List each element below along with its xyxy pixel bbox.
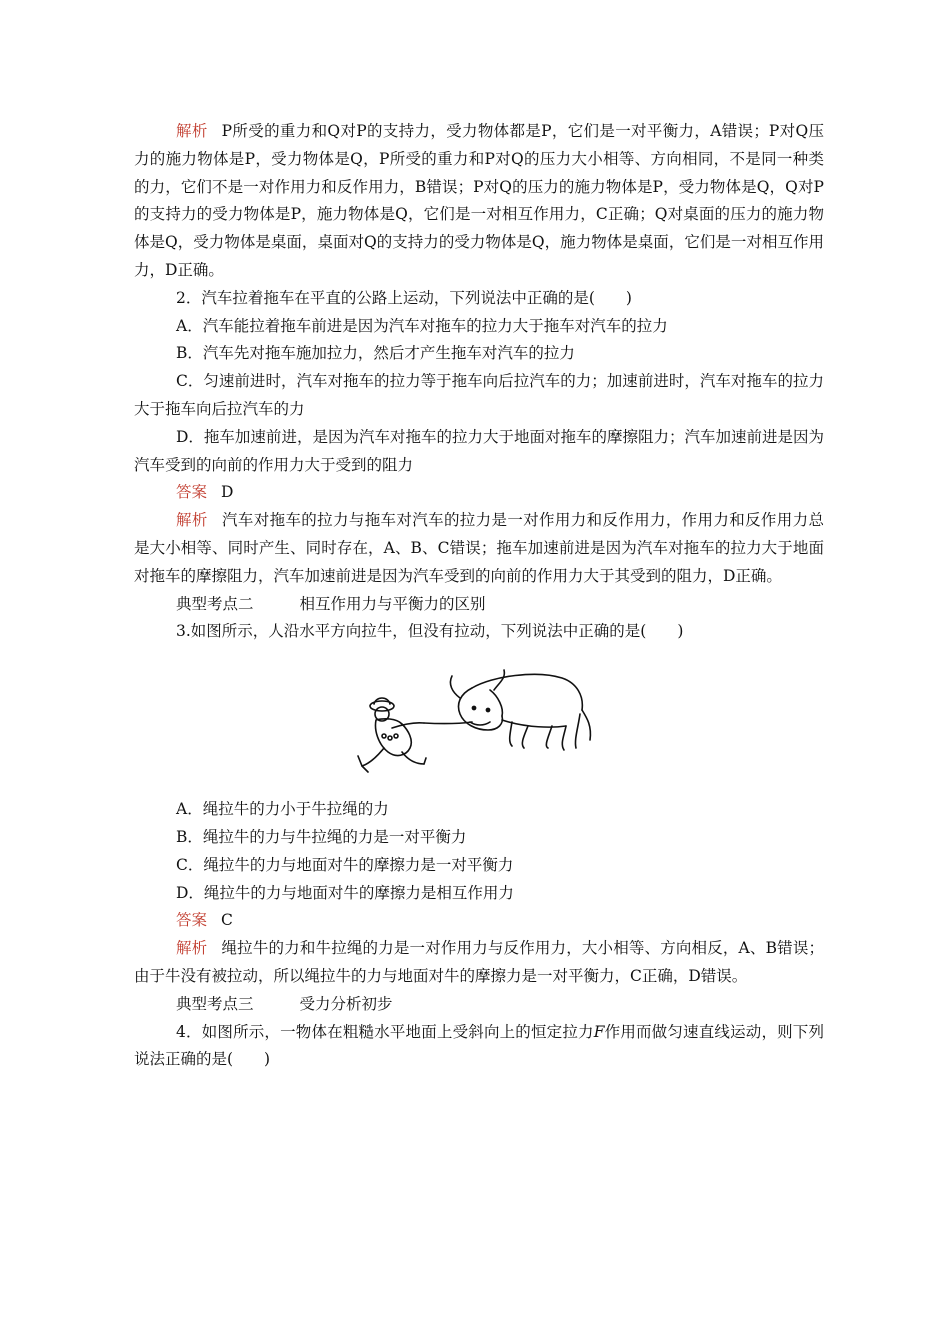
section-heading-2 xyxy=(134,591,824,619)
answer-label: 答案 xyxy=(176,911,208,930)
explanation-text: 绳拉牛的力和牛拉绳的力是一对作用力与反作用力，大小相等、方向相反，A、B错误；由于牛没有被拉动，所以绳拉牛的力与地面对牛的摩擦力是一对平衡力，C正确，D错误。 xyxy=(134,939,824,985)
answer-value: D xyxy=(221,483,234,502)
answer-label: 答案 xyxy=(176,483,208,502)
question-2-stem: 2．汽车拉着拖车在平直的公路上运动，下列说法中正确的是( ) xyxy=(176,288,632,307)
force-variable: F xyxy=(593,1022,605,1041)
question-2-answer xyxy=(134,479,824,507)
section-title: 相互作用力与平衡力的区别 xyxy=(299,594,486,613)
question-3-option-a: A．绳拉牛的力小于牛拉绳的力 xyxy=(176,800,389,819)
answer-value: C xyxy=(221,911,233,930)
explanation-text: 汽车对拖车的拉力与拖车对汽车的拉力是一对作用力和反作用力，作用力和反作用力总是大小相等、同时产生、同时存在，A、B、C错误；拖车加速前进是因为汽车对拖车的拉力大于地面对拖车的摩擦阻力，汽车加速前进是因为汽车受到的向前的作用力大于其受到的阻力，D正确。 xyxy=(134,511,824,585)
rope xyxy=(424,722,472,724)
question-2-option-d: D．拖车加速前进，是因为汽车对拖车的拉力大于地面对拖车的摩擦阻力；汽车加速前进是因为汽车受到的向前的作用力大于受到的阻力 xyxy=(134,427,824,474)
explanation-label: 解析 xyxy=(176,939,208,958)
page-content xyxy=(134,118,824,1074)
question-3-answer xyxy=(134,907,824,935)
question-2-option-b: B．汽车先对拖车施加拉力，然后才产生拖车对汽车的拉力 xyxy=(176,344,575,363)
explanation-text: P所受的重力和Q对P的支持力，受力物体都是P，它们是一对平衡力，A错误；P对Q压力的施力物体是P，受力物体是Q，P所受的重力和P对Q的压力大小相等、方向相同，不是同一种类的力，它们不是一对作用力和反作用力，B错误；P对Q的压力的施力物体是P，受力物体是Q，Q对P的支持力的受力物体是P，施力物体是Q，它们是一对相互作用力，C正确；Q对桌面的压力的施力物体是Q，受力物体是桌面，桌面对Q的支持力的受力物体是Q，施力物体是桌面，它们是一对相互作用力，D正确。 xyxy=(134,122,824,279)
explanation-q1 xyxy=(134,118,824,285)
figure-person-pulling-ox xyxy=(134,646,824,796)
question-2-option-a: A．汽车能拉着拖车前进是因为汽车对拖车的拉力大于拖车对汽车的拉力 xyxy=(176,316,668,335)
ox-head xyxy=(459,688,503,730)
question-3-explanation xyxy=(134,935,824,991)
explanation-label: 解析 xyxy=(176,511,208,530)
section-title: 受力分析初步 xyxy=(299,994,393,1013)
question-2-option-c: C．匀速前进时，汽车对拖车的拉力等于拖车向后拉汽车的力；加速前进时，汽车对拖车的拉力大于拖车向后拉汽车的力 xyxy=(134,372,824,418)
question-4-stem: 4．如图所示，一物体在粗糙水平地面上受斜向上的恒定拉力F作用而做匀速直线运动，则下列说法正确的是( ) xyxy=(134,1022,824,1069)
explanation-label: 解析 xyxy=(176,122,208,140)
question-3-option-d: D．绳拉牛的力与地面对牛的摩擦力是相互作用力 xyxy=(176,883,514,902)
question-2-explanation xyxy=(134,507,824,590)
person-hat xyxy=(370,701,394,711)
question-3-option-b: B．绳拉牛的力与牛拉绳的力是一对平衡力 xyxy=(176,827,467,846)
ox-body xyxy=(472,674,582,710)
question-3-option-c: C．绳拉牛的力与地面对牛的摩擦力是一对平衡力 xyxy=(176,855,514,874)
section-heading-3 xyxy=(134,991,824,1019)
section-name: 典型考点二 xyxy=(176,594,254,613)
question-3-stem: 3.如图所示，人沿水平方向拉牛，但没有拉动，下列说法中正确的是( ) xyxy=(176,622,684,641)
section-name: 典型考点三 xyxy=(176,994,254,1013)
